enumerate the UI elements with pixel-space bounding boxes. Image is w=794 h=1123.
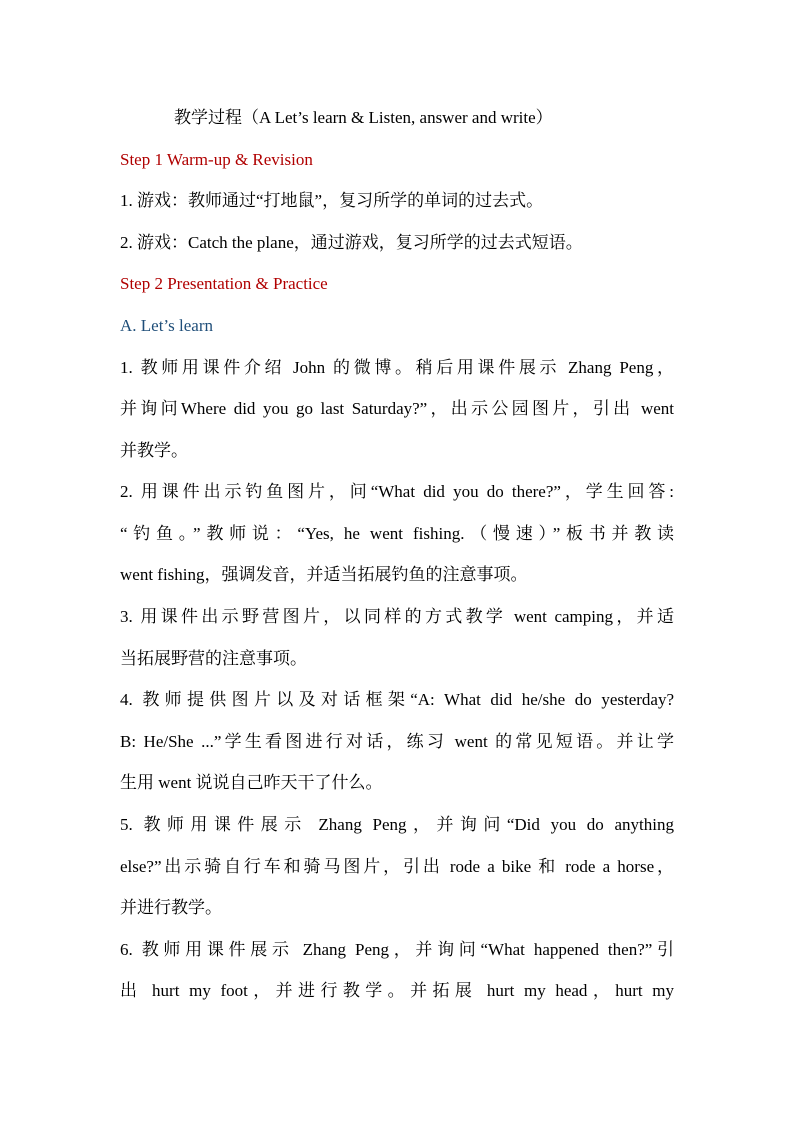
paragraph-line: 3. 用课件出示野营图片，以同样的方式教学 went camping，并适 bbox=[120, 607, 674, 626]
paragraph-line: B: He/She ...”学生看图进行对话，练习 went 的常见短语。并让学 bbox=[120, 732, 674, 751]
step1-heading: Step 1 Warm-up & Revision bbox=[120, 150, 313, 169]
paragraph-line: 2. 用课件出示钓鱼图片，问“What did you do there?”，学生回答: bbox=[120, 482, 674, 501]
paragraph-line: 并进行教学。 bbox=[120, 898, 222, 917]
paragraph-line: else?”出示骑自行车和骑马图片，引出 rode a bike 和 rode a horse， bbox=[120, 857, 674, 876]
step2-subheading: A. Let’s learn bbox=[120, 316, 213, 335]
paragraph-line: 并询问Where did you go last Saturday?”，出示公园图片，引出 went bbox=[120, 399, 674, 418]
paragraph-line: 5. 教师用课件展示 Zhang Peng，并询问“Did you do anything bbox=[120, 815, 674, 834]
step1-item-2: 2. 游戏：Catch the plane，通过游戏，复习所学的过去式短语。 bbox=[120, 233, 583, 252]
paragraph-line: 并教学。 bbox=[120, 441, 188, 460]
paragraph-line: 出 hurt my foot，并进行教学。并拓展 hurt my head，hurt my bbox=[120, 981, 674, 1000]
step2-heading: Step 2 Presentation & Practice bbox=[120, 274, 328, 293]
step1-item-1: 1. 游戏：教师通过“打地鼠”，复习所学的单词的过去式。 bbox=[120, 191, 544, 210]
paragraph-line: 4. 教师提供图片以及对话框架“A: What did he/she do yesterday? bbox=[120, 690, 674, 709]
paragraph-line: “钓鱼。”教师说：“Yes, he went fishing.（慢速）”板书并教读 bbox=[120, 524, 674, 543]
paragraph-line: 生用 went 说说自己昨天干了什么。 bbox=[120, 773, 383, 792]
page-title: 教学过程（A Let’s learn & Listen, answer and write） bbox=[174, 108, 553, 127]
paragraph-line: went fishing，强调发音，并适当拓展钓鱼的注意事项。 bbox=[120, 565, 528, 584]
paragraph-line: 1. 教师用课件介绍 John 的微博。稍后用课件展示 Zhang Peng， bbox=[120, 358, 674, 377]
paragraph-line: 6. 教师用课件展示 Zhang Peng，并询问“What happened then?”引 bbox=[120, 940, 674, 959]
paragraph-line: 当拓展野营的注意事项。 bbox=[120, 649, 307, 668]
